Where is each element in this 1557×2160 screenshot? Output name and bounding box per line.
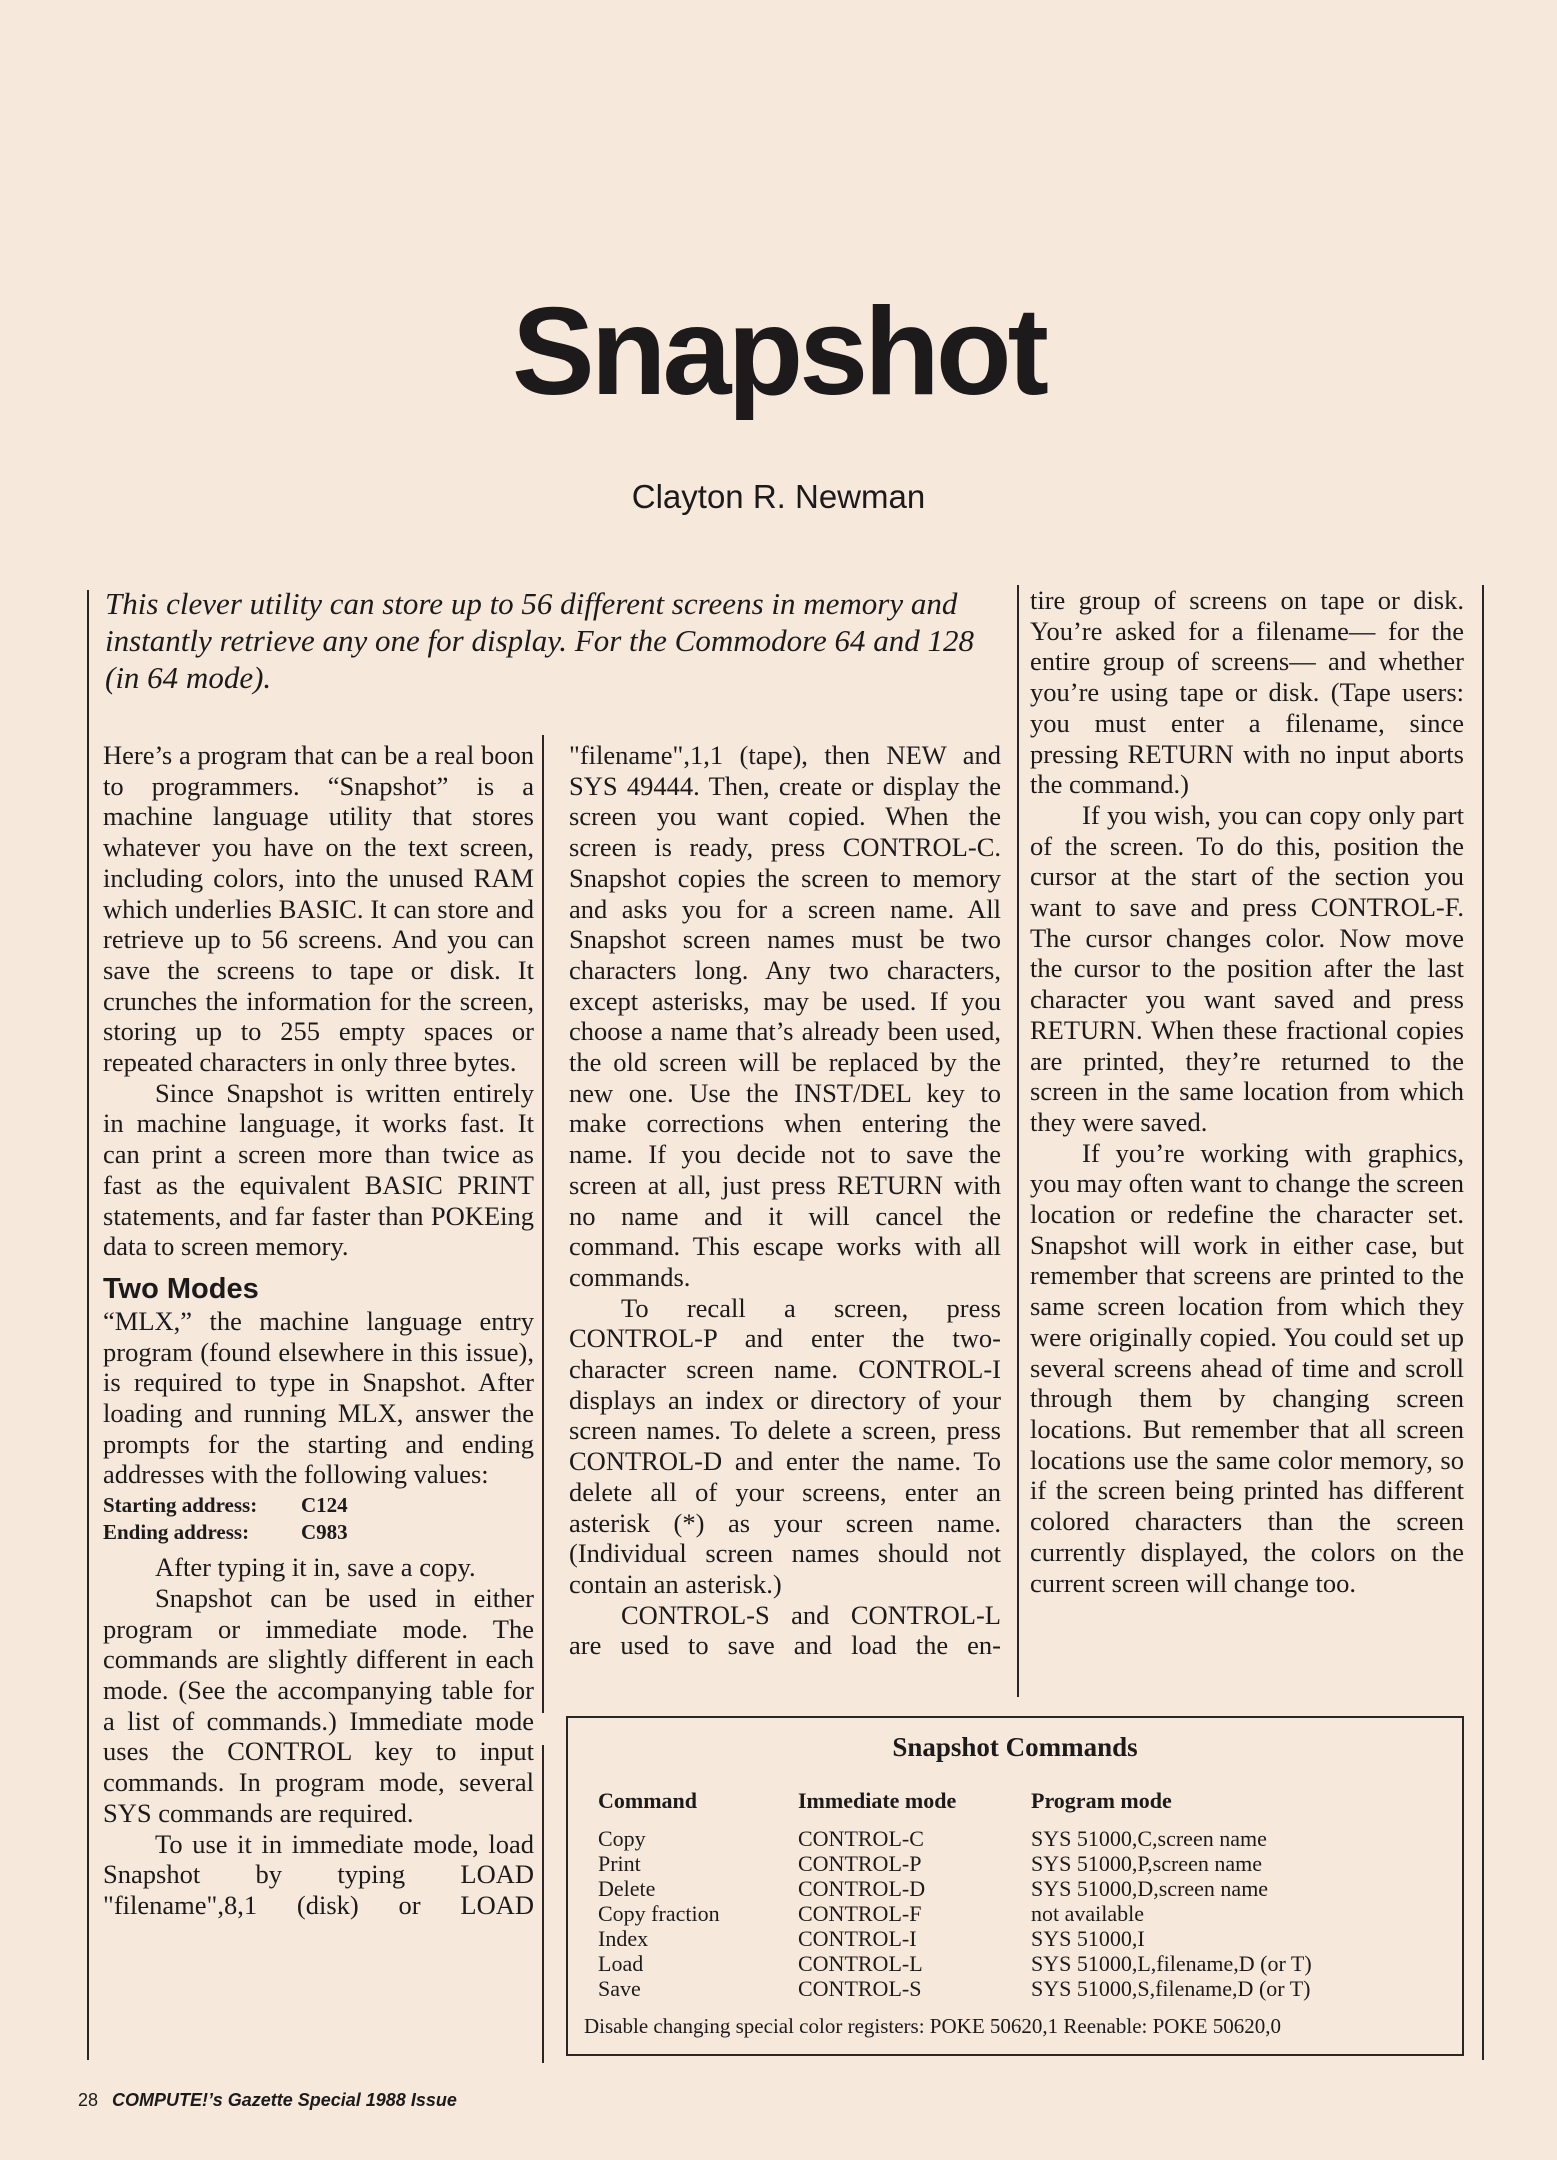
cell-program: not available <box>1031 1901 1145 1926</box>
cell-program: SYS 51000,C,screen name <box>1031 1826 1267 1851</box>
col1-paragraph-1: Here’s a program that can be a real boon to programmers. “Snapshot” is a machine language utility that stores whatever you have on the text screen, including colors, into the unused RAM which underlies BASIC. It can store and retrieve up to 56 screens. And you can save the screens to tape or disk. It crunches the information for the screen, storing up to 255 empty spaces or repeated characters in only three bytes. <box>103 740 534 1078</box>
col1-paragraph-5: Snapshot can be used in either program or immediate mode. The commands are slightly different in each mode. (See the accompanying table for a list of commands.) Immediate mode uses the CONTROL key to input commands. In program mode, several SYS commands are required. <box>103 1582 534 1828</box>
cell-program: SYS 51000,L,filename,D (or T) <box>1031 1951 1312 1976</box>
commands-table-title: Snapshot Commands <box>892 1732 1138 1762</box>
cell-command: Delete <box>598 1876 656 1901</box>
table-row <box>598 1976 1451 2001</box>
col3-paragraph-1: tire group of screens on tape or disk. You’re asked for a filename— for the entire group of screens— and whether you’re using tape or disk. (Tape users: you must enter a filename, since pressing RETURN with no input aborts the command.) <box>1030 585 1464 800</box>
col1-paragraph-6: To use it in immediate mode, load Snapshot by typing LOAD "filename",8,1 (disk) or LOAD <box>103 1828 534 1920</box>
cell-immediate: CONTROL-S <box>798 1976 922 2001</box>
commands-table-footnote: Disable changing special color registers: POKE 50620,1 Reenable: POKE 50620,0 <box>584 2014 1281 2038</box>
right-edge-rule <box>1482 585 1484 2060</box>
col1-paragraph-2: Since Snapshot is written entirely in machine language, it works fast. It can print a screen more than twice as fast as the equivalent BASIC PRINT statements, and far faster than POKEing data to screen memory. <box>103 1077 534 1262</box>
col3-paragraph-3: If you’re working with graphics, you may often want to change the screen location or redefine the character set. Snapshot will work in either case, but remember that screens are printed to the same screen location from which they were originally copied. You could set up several screens ahead of time and scroll through them by changing screen locations. But remember that all screen locations use the same color memory, so if the screen being printed has different colored characters than the screen currently displayed, the colors on the current screen will change too. <box>1030 1137 1464 1598</box>
table-row <box>598 1826 1451 1851</box>
cell-command: Copy <box>598 1826 646 1851</box>
publication-name: COMPUTE!’s Gazette Special 1988 Issue <box>112 2090 457 2110</box>
cell-program: SYS 51000,S,filename,D (or T) <box>1031 1976 1311 2001</box>
header-program-mode: Program mode <box>1031 1788 1172 1813</box>
commands-table-box <box>566 1716 1464 2056</box>
page-number: 28 <box>78 2090 99 2110</box>
col2-paragraph-2: To recall a screen, press CONTROL-P and enter the two-character screen name. CONTROL-I displays an index or directory of your screen names. To delete a screen, press CONTROL-D and enter the name. To delete all of your screens, enter an asterisk (*) as your screen name. (Individual screen names should not contain an asterisk.) <box>569 1292 1001 1599</box>
starting-address-label: Starting address: <box>103 1493 258 1518</box>
ending-address-label: Ending address: <box>103 1520 250 1545</box>
middle-column-rule-lower <box>542 1745 544 2063</box>
table-header-row <box>598 1788 1451 1814</box>
cell-immediate: CONTROL-F <box>798 1901 922 1926</box>
cell-program: SYS 51000,D,screen name <box>1031 1876 1269 1901</box>
address-values <box>103 1492 534 1546</box>
cell-command: Print <box>598 1851 641 1876</box>
article-title: Snapshot <box>512 283 1045 421</box>
col1-paragraph-3: “MLX,” the machine language entry program (found elsewhere in this issue), is required to type in Snapshot. After loading and running MLX, answer the prompts for the starting and ending addresses with the following values: <box>103 1305 534 1490</box>
cell-program: SYS 51000,P,screen name <box>1031 1851 1262 1876</box>
page-footer <box>78 2090 457 2111</box>
cell-immediate: CONTROL-P <box>798 1851 922 1876</box>
cell-command: Copy fraction <box>598 1901 720 1926</box>
author-byline: Clayton R. Newman <box>631 478 926 515</box>
table-row <box>598 1901 1451 1926</box>
col2-paragraph-3: CONTROL-S and CONTROL-L are used to save and load the en- <box>569 1599 1001 1661</box>
cell-immediate: CONTROL-C <box>798 1826 924 1851</box>
cell-immediate: CONTROL-D <box>798 1876 926 1901</box>
col3-paragraph-2: If you wish, you can copy only part of the screen. To do this, position the cursor at the start of the section you want to save and press CONTROL-F. The cursor changes color. Now move the cursor to the position after the last character you want saved and press RETURN. When these fractional copies are printed, they’re returned to the screen in the same location from which they were saved. <box>1030 799 1464 1137</box>
column-1 <box>103 740 534 1921</box>
table-row <box>598 1876 1451 1901</box>
intro-deck: This clever utility can store up to 56 different screens in memory and instantly retrieve any one for display. For the Commodore 64 and 128 (in 64 mode). <box>105 586 975 695</box>
cell-immediate: CONTROL-L <box>798 1951 923 1976</box>
header-command: Command <box>598 1788 698 1813</box>
left-column-rule <box>87 590 89 2060</box>
starting-address-value: C124 <box>301 1493 348 1518</box>
cell-command: Save <box>598 1976 641 2001</box>
column-3 <box>1030 585 1464 1598</box>
cell-immediate: CONTROL-I <box>798 1926 917 1951</box>
cell-command: Load <box>598 1951 644 1976</box>
col1-paragraph-4: After typing it in, save a copy. <box>155 1552 476 1583</box>
header-immediate-mode: Immediate mode <box>798 1788 957 1813</box>
commands-table <box>598 1788 1451 2001</box>
table-row <box>598 1951 1451 1976</box>
column-2 <box>569 740 1001 1661</box>
table-row <box>598 1851 1451 1876</box>
right-column-rule <box>1017 585 1019 1697</box>
middle-column-rule-upper <box>542 735 544 1713</box>
ending-address-value: C983 <box>301 1520 348 1545</box>
section-heading-two-modes: Two Modes <box>103 1272 259 1305</box>
col2-paragraph-1: "filename",1,1 (tape), then NEW and SYS 49444. Then, create or display the screen you want copied. When the screen is ready, press CONTROL-C. Snapshot copies the screen to memory and asks you for a screen name. All Snapshot screen names must be two characters long. Any two characters, except asterisks, may be used. If you choose a name that’s already been used, the old screen will be replaced by the new one. Use the INST/DEL key to make corrections when entering the name. If you decide not to save the screen at all, just press RETURN with no name and it will cancel the command. This escape works with all commands. <box>569 740 1001 1292</box>
table-row <box>598 1926 1451 1951</box>
cell-command: Index <box>598 1926 649 1951</box>
cell-program: SYS 51000,I <box>1031 1926 1145 1951</box>
